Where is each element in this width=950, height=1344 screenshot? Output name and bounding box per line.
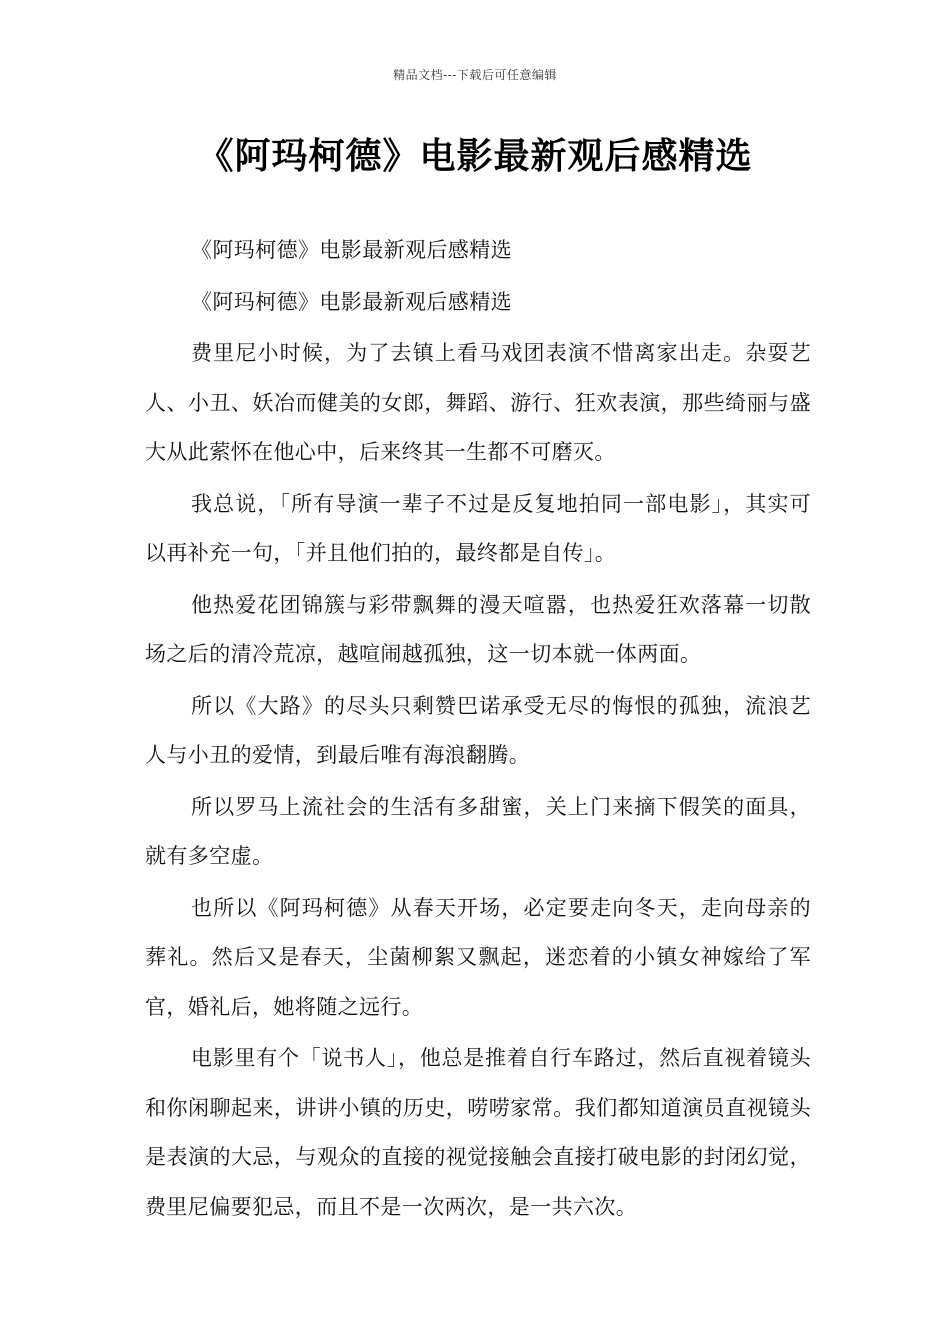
paragraph: 所以罗马上流社会的生活有多甜蜜，关上门来摘下假笑的面具，就有多空虚。 [145, 794, 811, 868]
paragraph: 所以《大路》的尽头只剩赞巴诺承受无尽的悔恨的孤独，流浪艺人与小丑的爱情，到最后唯有海浪翻腾。 [145, 693, 811, 767]
paragraph: 《阿玛柯德》电影最新观后感精选 [191, 238, 512, 262]
paragraph: 我总说，「所有导演一辈子不过是反复地拍同一部电影」，其实可以再补充一句，「并且他们拍的，最终都是自传」。 [145, 491, 811, 565]
header-note: 精品文档---下载后可任意编辑 [393, 68, 557, 82]
document-title: 《阿玛柯德》电影最新观后感精选 [197, 136, 753, 177]
paragraph: 《阿玛柯德》电影最新观后感精选 [191, 289, 512, 314]
paragraph: 他热爱花团锦簇与彩带飘舞的漫天喧嚣，也热爱狂欢落幕一切散场之后的清冷荒凉，越喧闹越孤独，这一切本就一体两面。 [145, 592, 811, 666]
document-body [145, 226, 811, 1234]
paragraph: 也所以《阿玛柯德》从春天开场，必定要走向冬天，走向母亲的葬礼。然后又是春天，尘菌柳絮又飘起，迷恋着的小镇女神嫁给了军官，婚礼后，她将随之远行。 [145, 895, 811, 1019]
paragraph: 电影里有个「说书人」，他总是推着自行车路过，然后直视着镜头和你闲聊起来，讲讲小镇的历史，唠唠家常。我们都知道演员直视镜头是表演的大忌，与观众的直接的视觉接触会直接打破电影的封闭幻觉，费里尼偏要犯忌，而且不是一次两次，是一共六次。 [145, 1046, 811, 1219]
paragraph: 费里尼小时候，为了去镇上看马戏团表演不惜离家出走。杂耍艺人、小丑、妖冶而健美的女郎，舞蹈、游行、狂欢表演，那些绮丽与盛大从此萦怀在他心中，后来终其一生都不可磨灭。 [145, 341, 811, 464]
